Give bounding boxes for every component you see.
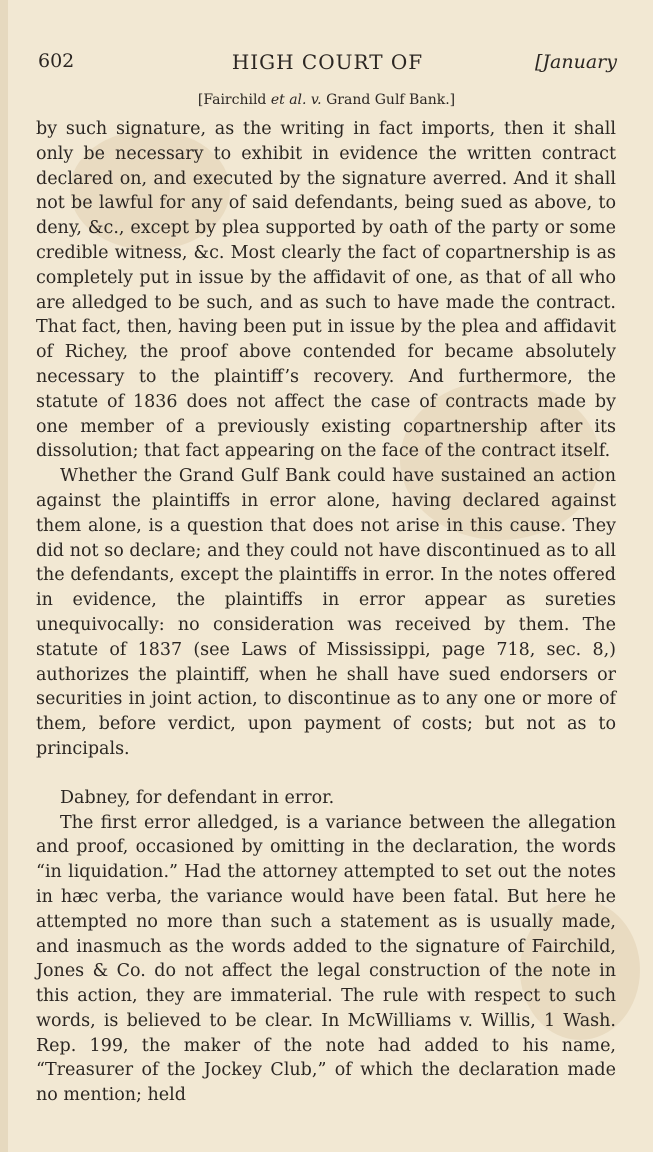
case-citation [0,92,653,108]
cite-versus: v. [306,92,327,108]
counsel-heading: Dabney, for defendant in error. [60,787,335,808]
paragraph: Whether the Grand Gulf Bank could have sustained an action against the plaintiffs in error alone, having declared against them alone, is a question that does not arise in this cause. They did not so declare; and they could not have discontinued as to all the defendants, except the plaintiffs in error. In the notes offered in evidence, the plaintiffs in error appear as sureties unequivocally: no consideration was received by them. The statute of 1837 (see Laws of Mississippi, page 718, sec. 8,) authorizes the plaintiff, when he shall have sued endorsers or securities in joint action, to discontinue as to any one or more of them, before verdict, upon payment of costs; but not as to principals. [36,466,616,759]
paragraph: The first error alledged, is a variance between the allegation and proof, occasioned by omitting in the declaration, the words “in liquidation.” Had the attorney attempted to set out the notes in hæc verba, the variance would have been fatal. But here he attempted no more than such a statement as is usually made, and inasmuch as the words added to the signature of Fairchild, Jones & Co. do not affect the legal construction of the note in this action, they are immaterial. The rule with respect to such words, is believed to be clear. In McWilliams v. Willis, 1 Wash. Rep. 199, the maker of the note had added to his name, “Treasurer of the Jockey Club,” of which the declaration made no mention; held [36,812,616,1106]
running-header [38,50,617,80]
cite-rest: Grand Gulf Bank.] [326,92,456,108]
section-gap [36,762,616,786]
page-edge [0,0,8,1152]
cite-et-al: et al. [270,92,307,108]
page-number: 602 [38,50,75,72]
cite-open: [Fairchild [197,92,271,108]
term-month: [January [535,51,617,73]
paragraph: by such signature, as the writing in fact imports, then it shall only be necessary to exhibit in evidence the written contract declared on, and executed by the signature averred. And it shall not be lawful for any of said defendants, being sued as above, to deny, &c., except by plea supported by oath of the party or some credible witness, &c. Most clearly the fact of copartnership is as completely put in issue by the affidavit of one, as that of all who are alledged to be such, and as such to have made the contract. That fact, then, having been put in issue by the plea and affidavit of Richey, the proof above contended for became absolutely necessary to the plaintiff’s recovery. And furthermore, the statute of 1836 does not affect the case of contracts made by one member of a previously existing copartnership after its dissolution; that fact appearing on the face of the contract itself. [36,119,616,462]
court-title: HIGH COURT OF [231,50,424,74]
body-text [36,117,616,1108]
